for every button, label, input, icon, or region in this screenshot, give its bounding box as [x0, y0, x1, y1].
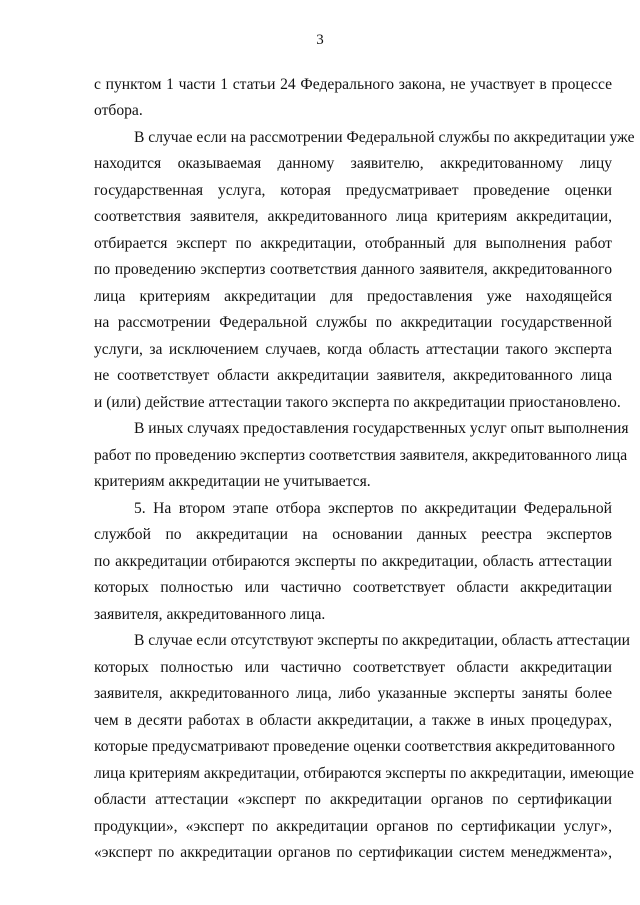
text-line: «эксперт по аккредитации органов по сертификации систем менеджмента»,	[94, 844, 612, 861]
text-line: заявителя, аккредитованного лица, либо указанные эксперты заняты более	[94, 685, 612, 702]
text-line: лица критериям аккредитации для предоставления уже находящейся	[94, 288, 612, 305]
text-line: службой по аккредитации на основании данных реестра экспертов	[94, 526, 612, 543]
text-line: которых полностью или частично соответствует области аккредитации	[94, 579, 612, 596]
text-line: работ по проведению экспертиз соответствия заявителя, аккредитованного лица	[94, 447, 628, 464]
text-line: услуги, за исключением случаев, когда область аттестации такого эксперта	[94, 341, 612, 358]
text-line: области аттестации «эксперт по аккредитации органов по сертификации	[94, 791, 612, 808]
text-line: чем в десяти работах в области аккредитации, а также в иных процедурах,	[94, 712, 612, 729]
text-line: с пунктом 1 части 1 статьи 24 Федерального закона, не участвует в процессе	[94, 76, 612, 93]
text-line: находится оказываемая данному заявителю, аккредитованному лицу	[94, 155, 612, 172]
text-line: В иных случаях предоставления государственных услуг опыт выполнения	[134, 420, 629, 437]
text-line: заявителя, аккредитованного лица.	[94, 606, 326, 623]
page-number: 3	[316, 32, 324, 48]
text-line: лица критериям аккредитации, отбираются эксперты по аккредитации, имеющие	[94, 765, 634, 782]
text-line: которых полностью или частично соответствует области аккредитации	[94, 659, 612, 676]
text-line: которые предусматривают проведение оценки соответствия аккредитованного	[94, 738, 616, 755]
text-line: отбирается эксперт по аккредитации, отобранный для выполнения работ	[94, 235, 612, 252]
text-line: продукции», «эксперт по аккредитации органов по сертификации услуг»,	[94, 818, 612, 835]
text-line: соответствия заявителя, аккредитованного лица критериям аккредитации,	[94, 208, 612, 225]
text-line: и (или) действие аттестации такого эксперта по аккредитации приостановлено.	[94, 394, 621, 411]
text-line: критериям аккредитации не учитывается.	[94, 473, 371, 490]
text-line: на рассмотрении Федеральной службы по аккредитации государственной	[94, 314, 612, 331]
text-line: В случае если на рассмотрении Федеральной службы по аккредитации уже	[134, 129, 635, 146]
text-line: не соответствует области аккредитации заявителя, аккредитованного лица	[94, 367, 612, 384]
text-line: 5. На втором этапе отбора экспертов по аккредитации Федеральной	[134, 500, 612, 517]
text-line: отбора.	[94, 102, 143, 119]
text-line: по аккредитации отбираются эксперты по аккредитации, область аттестации	[94, 553, 612, 570]
text-line: В случае если отсутствуют эксперты по аккредитации, область аттестации	[134, 632, 630, 649]
text-line: по проведению экспертиз соответствия данного заявителя, аккредитованного	[94, 261, 612, 278]
text-line: государственная услуга, которая предусматривает проведение оценки	[94, 182, 612, 199]
